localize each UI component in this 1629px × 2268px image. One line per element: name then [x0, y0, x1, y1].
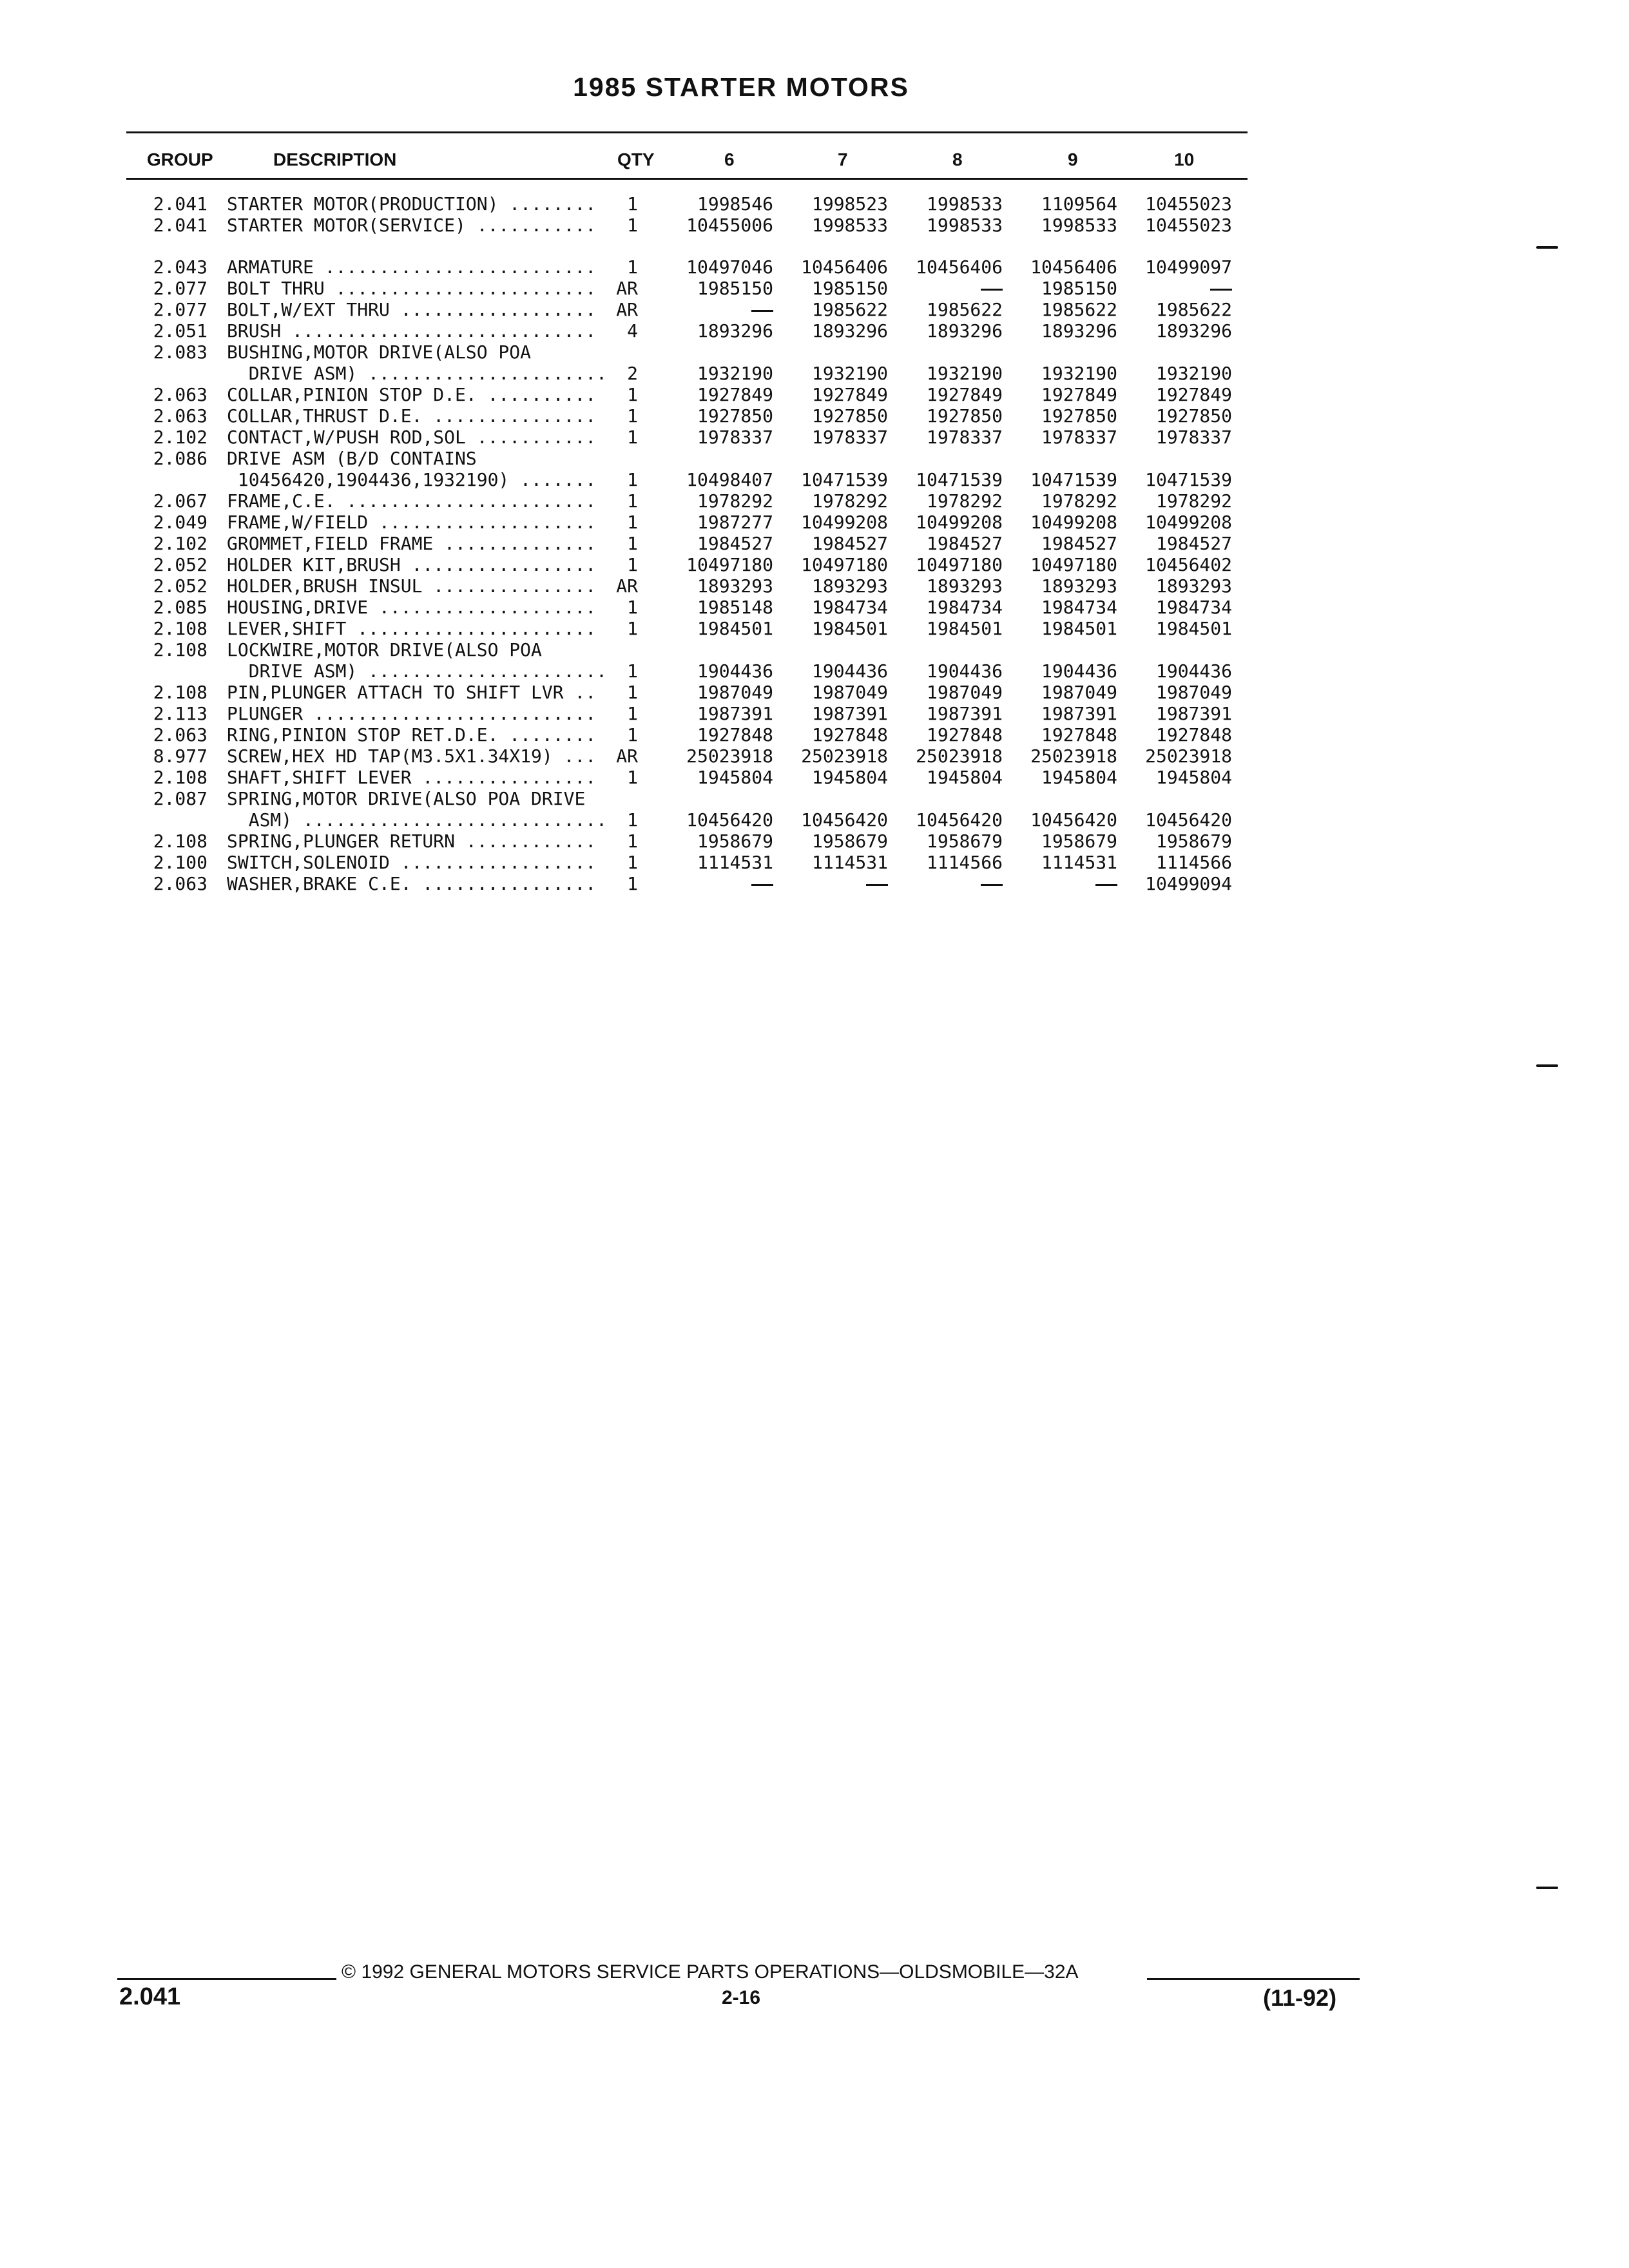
value-cell-8: 1927850 — [926, 405, 1003, 427]
value-cell-8: 1987391 — [926, 703, 1003, 724]
description-cell: DRIVE ASM) ...................... — [227, 363, 608, 384]
description-cell: LEVER,SHIFT ...................... — [227, 618, 597, 639]
value-cell-8: 1987049 — [926, 682, 1003, 703]
page-title: 1985 STARTER MOTORS — [573, 72, 909, 102]
value-cell-10: 1987049 — [1155, 682, 1232, 703]
value-cell-6: 1987277 — [697, 512, 773, 533]
value-cell-7: 1985622 — [811, 299, 888, 320]
group-cell: 2.108 — [153, 639, 207, 660]
value-cell-6: 10497180 — [686, 554, 773, 575]
value-cell-6: 1114531 — [697, 852, 773, 873]
table-row — [0, 320, 1289, 341]
table-row — [0, 512, 1289, 533]
value-cell-8: 1984734 — [926, 597, 1003, 618]
description-cell: BRUSH ............................ — [227, 320, 597, 341]
description-cell: COLLAR,THRUST D.E. ............... — [227, 405, 597, 427]
table-row — [0, 469, 1289, 490]
value-cell-8: 1978337 — [926, 427, 1003, 448]
value-cell-6: 1984527 — [697, 533, 773, 554]
value-cell-7: 10456420 — [801, 809, 888, 831]
qty-cell: 1 — [627, 533, 638, 554]
group-cell: 2.049 — [153, 512, 207, 533]
description-cell: SCREW,HEX HD TAP(M3.5X1.34X19) ... — [227, 745, 597, 767]
qty-cell: 1 — [627, 724, 638, 745]
description-cell: HOLDER KIT,BRUSH ................. — [227, 554, 597, 575]
column-header-group: GROUP — [147, 149, 213, 169]
description-cell: FRAME,C.E. ....................... — [227, 490, 597, 512]
column-header-10: 10 — [1174, 149, 1195, 169]
value-cell-6: 1904436 — [697, 660, 773, 682]
description-cell: ARMATURE ......................... — [227, 256, 597, 278]
header-top-rule — [126, 131, 1248, 133]
value-cell-10: 10455023 — [1145, 215, 1232, 236]
group-cell: 2.085 — [153, 597, 207, 618]
qty-cell: AR — [616, 575, 638, 597]
group-cell: 2.102 — [153, 533, 207, 554]
qty-cell: AR — [616, 745, 638, 767]
group-cell: 2.063 — [153, 724, 207, 745]
value-cell-10: 1958679 — [1155, 831, 1232, 852]
value-cell-9: 10456406 — [1030, 256, 1117, 278]
qty-cell: 1 — [627, 852, 638, 873]
value-cell-7: 1893293 — [811, 575, 888, 597]
group-cell: 2.100 — [153, 852, 207, 873]
qty-cell: 1 — [627, 682, 638, 703]
value-cell-7: 1978292 — [811, 490, 888, 512]
not-applicable-dash — [1210, 289, 1232, 291]
value-cell-10: 1932190 — [1155, 363, 1232, 384]
value-cell-9: 1987049 — [1041, 682, 1117, 703]
header-bottom-rule — [126, 178, 1248, 180]
value-cell-8: 1893293 — [926, 575, 1003, 597]
table-row — [0, 597, 1289, 618]
group-cell: 2.083 — [153, 341, 207, 363]
group-cell: 2.067 — [153, 490, 207, 512]
table-row — [0, 341, 1289, 363]
table-row — [0, 215, 1289, 236]
value-cell-9: 1927849 — [1041, 384, 1117, 405]
description-cell: PIN,PLUNGER ATTACH TO SHIFT LVR .. — [227, 682, 597, 703]
description-cell: SPRING,PLUNGER RETURN ............ — [227, 831, 597, 852]
value-cell-8: 1904436 — [926, 660, 1003, 682]
value-cell-9: 1984734 — [1041, 597, 1117, 618]
value-cell-8: 1893296 — [926, 320, 1003, 341]
value-cell-8: 1927848 — [926, 724, 1003, 745]
value-cell-6: 10498407 — [686, 469, 773, 490]
value-cell-8: 10497180 — [916, 554, 1003, 575]
group-cell: 2.052 — [153, 575, 207, 597]
value-cell-6 — [644, 299, 773, 320]
value-cell-8: 1998533 — [926, 215, 1003, 236]
qty-cell: 1 — [627, 193, 638, 215]
value-cell-7: 1958679 — [811, 831, 888, 852]
value-cell-10: 1978337 — [1155, 427, 1232, 448]
value-cell-6: 1985150 — [697, 278, 773, 299]
column-header-description: DESCRIPTION — [273, 149, 397, 169]
value-cell-6: 1958679 — [697, 831, 773, 852]
qty-cell: 1 — [627, 873, 638, 894]
value-cell-10: 1987391 — [1155, 703, 1232, 724]
value-cell-10: 10456402 — [1145, 554, 1232, 575]
value-cell-9: 25023918 — [1030, 745, 1117, 767]
qty-cell: AR — [616, 278, 638, 299]
qty-cell: 1 — [627, 554, 638, 575]
table-row — [0, 448, 1289, 469]
description-cell: DRIVE ASM) ...................... — [227, 660, 608, 682]
value-cell-10: 1893293 — [1155, 575, 1232, 597]
group-cell: 2.063 — [153, 405, 207, 427]
value-cell-8: 1978292 — [926, 490, 1003, 512]
value-cell-8: 10456420 — [916, 809, 1003, 831]
value-cell-7: 1985150 — [811, 278, 888, 299]
table-row — [0, 660, 1289, 682]
footer-copyright: © 1992 GENERAL MOTORS SERVICE PARTS OPERATIONS—OLDSMOBILE—32A — [342, 1961, 1079, 1983]
value-cell-7: 1987049 — [811, 682, 888, 703]
qty-cell: 1 — [627, 512, 638, 533]
value-cell-10: 1927848 — [1155, 724, 1232, 745]
value-cell-8 — [874, 873, 1003, 894]
table-row — [0, 618, 1289, 639]
value-cell-6: 1893293 — [697, 575, 773, 597]
value-cell-8: 1985622 — [926, 299, 1003, 320]
group-cell: 2.051 — [153, 320, 207, 341]
margin-mark — [1536, 1887, 1558, 1889]
table-row — [0, 256, 1289, 278]
description-cell: 10456420,1904436,1932190) ....... — [227, 469, 597, 490]
value-cell-7: 1114531 — [811, 852, 888, 873]
value-cell-9: 10471539 — [1030, 469, 1117, 490]
table-row — [0, 193, 1289, 215]
value-cell-7: 1932190 — [811, 363, 888, 384]
value-cell-10: 10499097 — [1145, 256, 1232, 278]
value-cell-9: 1893293 — [1041, 575, 1117, 597]
description-cell: GROMMET,FIELD FRAME .............. — [227, 533, 597, 554]
table-row — [0, 363, 1289, 384]
value-cell-8: 1945804 — [926, 767, 1003, 788]
value-cell-9: 10499208 — [1030, 512, 1117, 533]
qty-cell: 1 — [627, 469, 638, 490]
group-cell: 2.102 — [153, 427, 207, 448]
margin-mark — [1536, 246, 1558, 249]
table-row — [0, 490, 1289, 512]
value-cell-7: 1904436 — [811, 660, 888, 682]
value-cell-9: 1985150 — [1041, 278, 1117, 299]
group-cell: 2.113 — [153, 703, 207, 724]
value-cell-9 — [988, 873, 1117, 894]
value-cell-7: 1987391 — [811, 703, 888, 724]
value-cell-10: 1927849 — [1155, 384, 1232, 405]
group-cell: 2.043 — [153, 256, 207, 278]
qty-cell: 1 — [627, 256, 638, 278]
value-cell-10: 1984527 — [1155, 533, 1232, 554]
value-cell-10: 10456420 — [1145, 809, 1232, 831]
value-cell-7: 1998523 — [811, 193, 888, 215]
description-cell: SHAFT,SHIFT LEVER ................ — [227, 767, 597, 788]
table-row — [0, 427, 1289, 448]
value-cell-8: 25023918 — [916, 745, 1003, 767]
value-cell-6: 1998546 — [697, 193, 773, 215]
description-cell: BUSHING,MOTOR DRIVE(ALSO POA — [227, 341, 532, 363]
value-cell-8: 1998533 — [926, 193, 1003, 215]
value-cell-7: 10499208 — [801, 512, 888, 533]
value-cell-7: 10497180 — [801, 554, 888, 575]
value-cell-7: 25023918 — [801, 745, 888, 767]
value-cell-6 — [644, 873, 773, 894]
table-row — [0, 278, 1289, 299]
value-cell-6: 1927849 — [697, 384, 773, 405]
group-cell: 2.108 — [153, 831, 207, 852]
value-cell-9: 1985622 — [1041, 299, 1117, 320]
group-cell: 2.077 — [153, 299, 207, 320]
table-row — [0, 852, 1289, 873]
value-cell-9: 1978337 — [1041, 427, 1117, 448]
margin-mark — [1536, 1064, 1558, 1067]
value-cell-10: 10499094 — [1145, 873, 1232, 894]
group-cell: 2.087 — [153, 788, 207, 809]
value-cell-7 — [759, 873, 888, 894]
value-cell-7: 1984501 — [811, 618, 888, 639]
column-header-6: 6 — [724, 149, 735, 169]
table-row — [0, 767, 1289, 788]
qty-cell: 1 — [627, 490, 638, 512]
table-row — [0, 724, 1289, 745]
value-cell-10: 25023918 — [1145, 745, 1232, 767]
value-cell-6: 1985148 — [697, 597, 773, 618]
value-cell-9: 1904436 — [1041, 660, 1117, 682]
description-cell: COLLAR,PINION STOP D.E. .......... — [227, 384, 597, 405]
value-cell-10: 1904436 — [1155, 660, 1232, 682]
value-cell-9: 1932190 — [1041, 363, 1117, 384]
description-cell: RING,PINION STOP RET.D.E. ........ — [227, 724, 597, 745]
group-cell: 2.108 — [153, 682, 207, 703]
value-cell-10: 10455023 — [1145, 193, 1232, 215]
value-cell-10: 1927850 — [1155, 405, 1232, 427]
value-cell-8: 1984501 — [926, 618, 1003, 639]
description-cell: PLUNGER .......................... — [227, 703, 597, 724]
qty-cell: 1 — [627, 703, 638, 724]
value-cell-9: 10456420 — [1030, 809, 1117, 831]
value-cell-9: 1109564 — [1041, 193, 1117, 215]
qty-cell: 1 — [627, 597, 638, 618]
description-cell: HOLDER,BRUSH INSUL ............... — [227, 575, 597, 597]
value-cell-8: 10471539 — [916, 469, 1003, 490]
value-cell-6: 1893296 — [697, 320, 773, 341]
qty-cell: 1 — [627, 809, 638, 831]
description-cell: DRIVE ASM (B/D CONTAINS — [227, 448, 477, 469]
value-cell-10: 1984734 — [1155, 597, 1232, 618]
group-cell: 2.077 — [153, 278, 207, 299]
value-cell-6: 1945804 — [697, 767, 773, 788]
description-cell: CONTACT,W/PUSH ROD,SOL ........... — [227, 427, 597, 448]
value-cell-8: 10499208 — [916, 512, 1003, 533]
value-cell-6: 1984501 — [697, 618, 773, 639]
value-cell-9: 1984501 — [1041, 618, 1117, 639]
group-cell: 8.977 — [153, 745, 207, 767]
value-cell-10: 1945804 — [1155, 767, 1232, 788]
footer-page-number: 2-16 — [722, 1987, 761, 2008]
table-row — [0, 703, 1289, 724]
qty-cell: 1 — [627, 660, 638, 682]
description-cell: LOCKWIRE,MOTOR DRIVE(ALSO POA — [227, 639, 542, 660]
value-cell-7: 1984527 — [811, 533, 888, 554]
value-cell-10: 1893296 — [1155, 320, 1232, 341]
value-cell-8: 1984527 — [926, 533, 1003, 554]
description-cell: ASM) ............................ — [227, 809, 608, 831]
value-cell-7: 1927849 — [811, 384, 888, 405]
value-cell-8: 1932190 — [926, 363, 1003, 384]
description-cell: FRAME,W/FIELD .................... — [227, 512, 597, 533]
qty-cell: 1 — [627, 427, 638, 448]
table-row — [0, 554, 1289, 575]
group-cell: 2.063 — [153, 384, 207, 405]
footer-rule-left — [117, 1978, 336, 1980]
value-cell-6: 1978337 — [697, 427, 773, 448]
footer-rule-right — [1147, 1978, 1360, 1980]
value-cell-6: 1978292 — [697, 490, 773, 512]
value-cell-6: 10455006 — [686, 215, 773, 236]
value-cell-8: 1958679 — [926, 831, 1003, 852]
value-cell-6: 1932190 — [697, 363, 773, 384]
qty-cell: AR — [616, 299, 638, 320]
qty-cell: 1 — [627, 215, 638, 236]
value-cell-6: 1987049 — [697, 682, 773, 703]
value-cell-9: 1927848 — [1041, 724, 1117, 745]
value-cell-10: 1114566 — [1155, 852, 1232, 873]
value-cell-7: 1927850 — [811, 405, 888, 427]
description-cell: STARTER MOTOR(PRODUCTION) ........ — [227, 193, 597, 215]
table-row — [0, 788, 1289, 809]
value-cell-8: 1114566 — [926, 852, 1003, 873]
group-cell: 2.086 — [153, 448, 207, 469]
group-cell: 2.108 — [153, 618, 207, 639]
description-cell: WASHER,BRAKE C.E. ................ — [227, 873, 597, 894]
qty-cell: 1 — [627, 405, 638, 427]
value-cell-10: 1984501 — [1155, 618, 1232, 639]
footer-group-number: 2.041 — [119, 1983, 181, 2010]
table-row — [0, 575, 1289, 597]
value-cell-6: 25023918 — [686, 745, 773, 767]
value-cell-7: 1984734 — [811, 597, 888, 618]
value-cell-7: 1978337 — [811, 427, 888, 448]
table-row — [0, 745, 1289, 767]
value-cell-9: 1984527 — [1041, 533, 1117, 554]
qty-cell: 1 — [627, 767, 638, 788]
table-row — [0, 873, 1289, 894]
value-cell-9: 1893296 — [1041, 320, 1117, 341]
column-header-8: 8 — [952, 149, 963, 169]
value-cell-10: 1985622 — [1155, 299, 1232, 320]
value-cell-10: 1978292 — [1155, 490, 1232, 512]
group-cell: 2.041 — [153, 193, 207, 215]
qty-cell: 1 — [627, 831, 638, 852]
value-cell-10 — [1103, 278, 1232, 299]
value-cell-8: 1927849 — [926, 384, 1003, 405]
table-row — [0, 682, 1289, 703]
value-cell-7: 1893296 — [811, 320, 888, 341]
value-cell-7: 1998533 — [811, 215, 888, 236]
value-cell-9: 1978292 — [1041, 490, 1117, 512]
qty-cell: 4 — [627, 320, 638, 341]
value-cell-6: 1927848 — [697, 724, 773, 745]
table-row — [0, 809, 1289, 831]
qty-cell: 1 — [627, 618, 638, 639]
description-cell: SWITCH,SOLENOID .................. — [227, 852, 597, 873]
description-cell: BOLT,W/EXT THRU .................. — [227, 299, 597, 320]
table-row — [0, 533, 1289, 554]
qty-cell: 2 — [627, 363, 638, 384]
group-cell: 2.108 — [153, 767, 207, 788]
qty-cell: 1 — [627, 384, 638, 405]
column-header-9: 9 — [1068, 149, 1078, 169]
description-cell: STARTER MOTOR(SERVICE) ........... — [227, 215, 597, 236]
value-cell-10: 10471539 — [1145, 469, 1232, 490]
value-cell-9: 1998533 — [1041, 215, 1117, 236]
group-cell: 2.052 — [153, 554, 207, 575]
table-row — [0, 831, 1289, 852]
value-cell-7: 1945804 — [811, 767, 888, 788]
value-cell-9: 10497180 — [1030, 554, 1117, 575]
group-cell: 2.041 — [153, 215, 207, 236]
column-header-qty: QTY — [617, 149, 655, 169]
value-cell-6: 10456420 — [686, 809, 773, 831]
column-header-7: 7 — [838, 149, 848, 169]
table-row — [0, 384, 1289, 405]
value-cell-7: 10456406 — [801, 256, 888, 278]
table-row — [0, 299, 1289, 320]
value-cell-6: 1927850 — [697, 405, 773, 427]
description-cell: HOUSING,DRIVE .................... — [227, 597, 597, 618]
value-cell-7: 1927848 — [811, 724, 888, 745]
value-cell-9: 1987391 — [1041, 703, 1117, 724]
value-cell-9: 1945804 — [1041, 767, 1117, 788]
value-cell-9: 1958679 — [1041, 831, 1117, 852]
table-row — [0, 405, 1289, 427]
description-cell: BOLT THRU ........................ — [227, 278, 597, 299]
value-cell-9: 1114531 — [1041, 852, 1117, 873]
group-cell: 2.063 — [153, 873, 207, 894]
value-cell-9: 1927850 — [1041, 405, 1117, 427]
value-cell-8: 10456406 — [916, 256, 1003, 278]
value-cell-6: 10497046 — [686, 256, 773, 278]
value-cell-10: 10499208 — [1145, 512, 1232, 533]
footer-date: (11-92) — [1263, 1984, 1337, 2011]
value-cell-7: 10471539 — [801, 469, 888, 490]
value-cell-8 — [874, 278, 1003, 299]
value-cell-6: 1987391 — [697, 703, 773, 724]
description-cell: SPRING,MOTOR DRIVE(ALSO POA DRIVE — [227, 788, 586, 809]
table-row — [0, 639, 1289, 660]
